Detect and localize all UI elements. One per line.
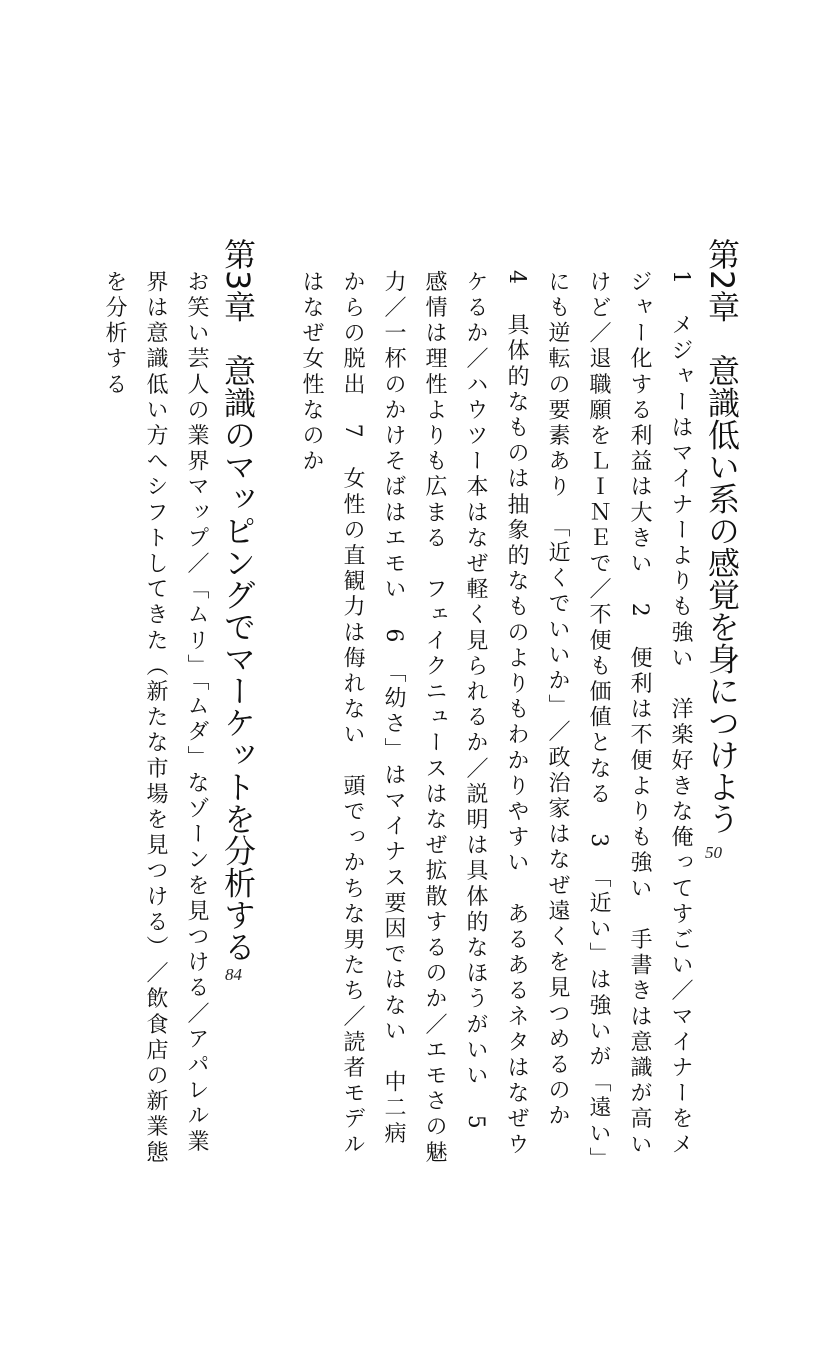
chapter2-page-number: 50 — [705, 843, 722, 862]
chapter2-heading: 第2章 意識低い系の感覚を身につけよう — [703, 238, 741, 835]
chapter3-line-2: 界は意識低い方へシフトしてきた（新たな市場を見つける）／飲食店の新業態 — [143, 270, 168, 1166]
chapter2-line-6: ケるか／ハウツー本はなぜ軽く見られるか／説明は具体的なほうがいい 5 — [463, 270, 488, 1133]
chapter2-line-5: 4 具体的なものは抽象的なものよりもわかりやすい あるあるネタはなぜウ — [504, 270, 529, 1158]
chapter3-page-number: 84 — [225, 965, 242, 984]
chapter2-line-1: 1 メジャーはマイナーよりも強い 洋楽好きな俺ってすごい／マイナーをメ — [668, 270, 693, 1158]
chapter2-line-2: ジャー化する利益は大きい 2 便利は不便よりも強い 手書きは意識が高い — [627, 270, 652, 1158]
chapter3-line-3: を分析する — [102, 270, 127, 398]
chapter2-line-10: はなぜ女性なのか — [299, 270, 324, 475]
chapter2-line-9: からの脱出 7 女性の直観力は侮れない 頭でっかちな男たち／読者モデル — [340, 270, 365, 1158]
chapter2-line-7: 感情は理性よりも広まる フェイクニュースはなぜ拡散するのか／エモさの魅 — [422, 270, 447, 1166]
chapter2-line-4: にも逆転の要素あり 「近くでいいか」／政治家はなぜ遠くを見つめるのか — [545, 270, 570, 1130]
chapter2-line-3: けど／退職願をＬＩＮＥで／不便も価値となる 3 「近い」は強いが「遠い」 — [586, 270, 611, 1173]
chapter3-line-1: お笑い芸人の業界マップ／「ムリ」「ムダ」なゾーンを見つける／アパレル業 — [184, 270, 209, 1155]
chapter2-line-8: 力／一杯のかけそばはエモい 6 「幼さ」はマイナス要因ではない 中二病 — [381, 270, 406, 1147]
chapter3-heading: 第3章 意識のマッピングでマーケットを分析する — [219, 238, 257, 963]
